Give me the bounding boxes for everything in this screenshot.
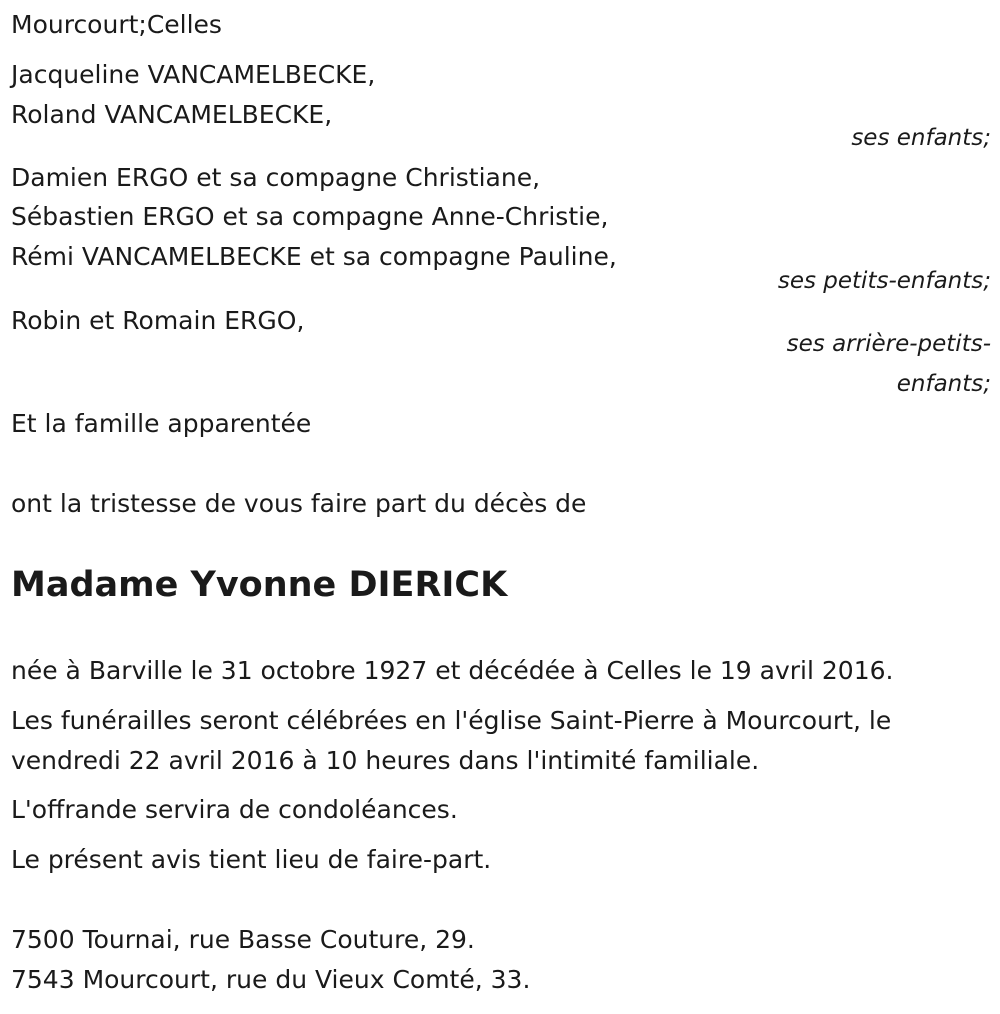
birth-death-text: née à Barville le 31 octobre 1927 et décédée à Celles le 19 avril 2016.	[11, 656, 894, 685]
grandchild-name: Sébastien ERGO et sa compagne Anne-Christie,	[11, 202, 609, 231]
great-grandchildren-role-line: ses arrière-petits-	[786, 331, 991, 357]
address-line: 7500 Tournai, rue Basse Couture, 29.	[11, 925, 475, 954]
children-role: ses enfants;	[851, 125, 991, 151]
child-name: Jacqueline VANCAMELBECKE,	[11, 60, 376, 89]
deceased-name: Madame Yvonne DIERICK	[11, 565, 508, 605]
funeral-text-line: vendredi 22 avril 2016 à 10 heures dans l'intimité familiale.	[11, 746, 760, 775]
great-grandchildren-role-line: enfants;	[896, 371, 991, 397]
funeral-text-line: Les funérailles seront célébrées en l'église Saint-Pierre à Mourcourt, le	[11, 706, 892, 735]
grandchild-name: Rémi VANCAMELBECKE et sa compagne Pauline,	[11, 242, 617, 271]
offering-text: L'offrande servira de condoléances.	[11, 795, 458, 824]
great-grandchild-name: Robin et Romain ERGO,	[11, 306, 305, 335]
location-header: Mourcourt;Celles	[11, 10, 222, 39]
address-line: 7543 Mourcourt, rue du Vieux Comté, 33.	[11, 965, 531, 994]
family-line: Et la famille apparentée	[11, 409, 312, 438]
notice-text: Le présent avis tient lieu de faire-part.	[11, 845, 492, 874]
child-name: Roland VANCAMELBECKE,	[11, 100, 333, 129]
announcement-text: ont la tristesse de vous faire part du décès de	[11, 489, 587, 518]
grandchild-name: Damien ERGO et sa compagne Christiane,	[11, 163, 541, 192]
grandchildren-role: ses petits-enfants;	[777, 268, 991, 294]
